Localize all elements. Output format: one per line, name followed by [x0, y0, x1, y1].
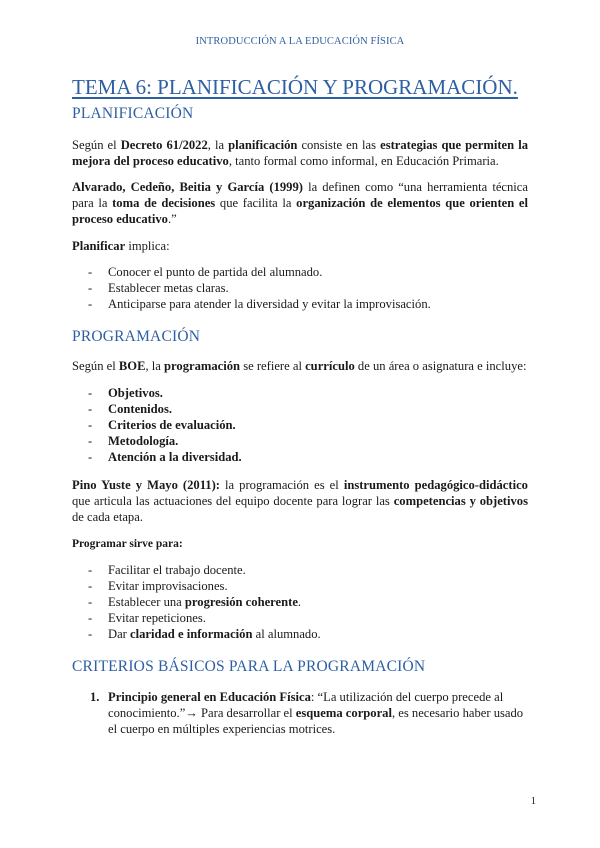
list-item: - Atención a la diversidad. [72, 449, 528, 465]
section-heading-criterios: CRITERIOS BÁSICOS PARA LA PROGRAMACIÓN [72, 658, 426, 675]
list-programar-sirve [72, 562, 528, 642]
list-item: - Metodología. [72, 433, 528, 449]
list-item: - Objetivos. [72, 385, 528, 401]
list-item: - Conocer el punto de partida del alumnado. [72, 264, 528, 280]
running-header: INTRODUCCIÓN A LA EDUCACIÓN FÍSICA [195, 36, 405, 47]
section-heading-planificacion: PLANIFICACIÓN [72, 105, 194, 122]
topic-title: TEMA 6: PLANIFICACIÓN Y PROGRAMACIÓN. [72, 75, 518, 99]
subheading-programar-sirve: Programar sirve para: [72, 538, 183, 550]
list-number: 1. [90, 690, 100, 704]
paragraph-planificar-implica: Planificar implica: [72, 239, 170, 253]
list-planificar-implica [72, 264, 528, 312]
list-item: - Evitar improvisaciones. [72, 578, 528, 594]
list-item: - Anticiparse para atender la diversidad y evitar la improvisación. [72, 296, 528, 312]
document-body [72, 74, 528, 737]
list-item: - Facilitar el trabajo docente. [72, 562, 528, 578]
list-criterios [72, 689, 528, 737]
list-item: - Evitar repeticiones. [72, 610, 528, 626]
paragraph-boe: Según el BOE, la programación se refiere al currículo de un área o asignatura e incluye: [72, 359, 527, 373]
section-heading-programacion: PROGRAMACIÓN [72, 328, 201, 345]
list-item: - Establecer metas claras. [72, 280, 528, 296]
list-item: - Contenidos. [72, 401, 528, 417]
page-number: 1 [530, 796, 536, 807]
list-item: - Dar claridad e información al alumnado. [72, 626, 528, 642]
list-item: - Criterios de evaluación. [72, 417, 528, 433]
paragraph-pino-yuste: Pino Yuste y Mayo (2011): la programación es el instrumento pedagógico-didáctico que articula las actuaciones del equipo docente para lograr las competencias y objetivos de cada etapa. [72, 478, 528, 524]
paragraph-alvarado: Alvarado, Cedeño, Beitia y García (1999) la definen como “una herramienta técnica para la toma de decisiones que facilita la organización de elementos que orienten el proceso educativo.” [72, 180, 528, 226]
list-item: - Establecer una progresión coherente. [72, 594, 528, 610]
list-item: 1. Principio general en Educación Física: “La utilización del cuerpo precede al conocimiento.”→ Para desarrollar el esquema corporal, es necesario haber usado el cuerpo en múltiples experiencias motrices. [90, 690, 524, 736]
list-programacion-incluye [72, 385, 528, 465]
paragraph-decreto: Según el Decreto 61/2022, la planificación consiste en las estrategias que permiten la mejora del proceso educativo, tanto formal como informal, en Educación Primaria. [72, 138, 528, 168]
